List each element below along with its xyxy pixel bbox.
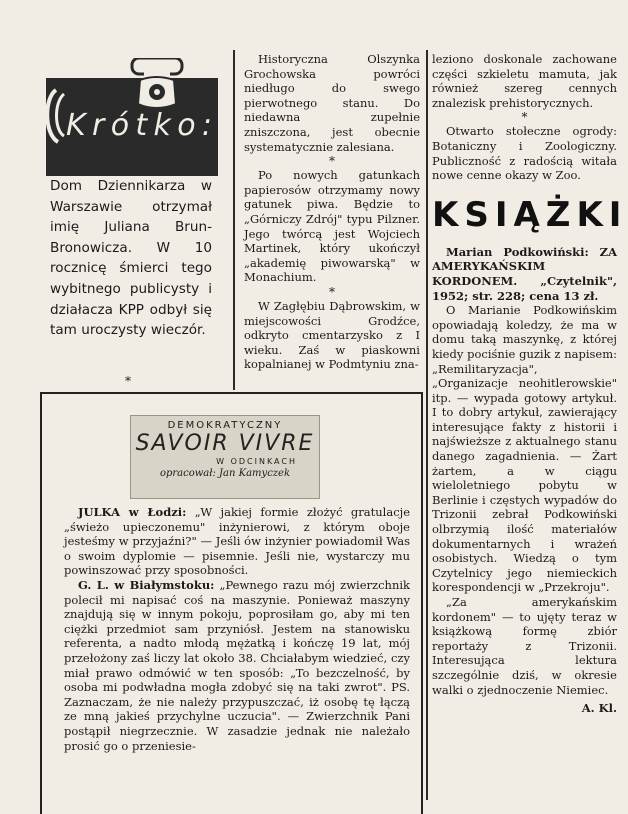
right-column xyxy=(432,52,628,716)
savoir-vivre-letters xyxy=(64,505,410,753)
krotko-lead-text: Dom Dziennikarza w Warszawie otrzymał imię Juliana Brun-Bronowicza. W 10 rocznicę śmierci tego wybitnego publicysty i działacza KPP odbył się tam uroczysty wieczór. xyxy=(50,178,212,339)
logo-main-text: SAVOIR VIVRE xyxy=(135,431,315,456)
logo-sub-text: W ODCINKACH xyxy=(216,457,297,466)
news-item-piwo: Po nowych gatunkach papierosów otrzymamy nowy gatunek piwa. Będzie to „Górniczy Zdrój" typu Pilzner. Jego twórcą jest Wojciech Martinek, który ukończył „akademię piwowarską" w Monachium. xyxy=(244,168,420,285)
news-item-cmentarzysko: W Zagłębiu Dąbrowskim, w miejscowości Grodźce, odkryto cmentarzysko z I wieku. Zaś w piaskowni kopalnianej w Podmtyniu zna- xyxy=(244,298,420,372)
column-rule-left xyxy=(233,50,235,390)
krotko-star: * xyxy=(125,374,131,388)
letter-2-name: G. L. w Białymstoku: xyxy=(78,577,215,592)
separator-star: * xyxy=(521,110,528,125)
section-title-ksiazki: KSIĄŻKI xyxy=(432,194,628,235)
letter-1 xyxy=(64,505,410,578)
news-item-olszynka: Historyczna Olszynka Grochowska powróci niedługo do swego pierwotnego stanu. Do niedawna zupełnie zniszczona, jest obecnie systematycznie zalesiana. xyxy=(244,52,420,154)
savoir-vivre-logo xyxy=(130,415,320,499)
column-rule-right xyxy=(426,50,428,800)
logo-top-text: DEMOKRATYCZNY xyxy=(167,420,283,431)
letter-2-text: „Pewnego razu mój zwierzchnik polecił mi napisać coś na maszynie. Ponieważ maszyny znajdują się w innym pokoju, poprosiłam go, aby mi ten ciężki przedmiot sam przyniósł. Jestem na stanowisku referenta, a nadto młodą mężatką i kończę 19 lat, mój przełożony zaś liczy lat około 38. Chciałabym wiedzieć, czy miał prawo odmówić w ten sposób: „To bezczelność, by osoba mi podwładna mogła zdobyć się na taki zwrot". PS. Zaznaczam, że nie należy przypuszczać, iż osobę tę łączą ze mną jakieś przychylne uczucia". — Zwierzchnik Pani postąpił niegrzecznie. W zasadzie jednak nie należało prosić go o przeniesie- xyxy=(64,577,410,753)
logo-credit-text: opracował: Jan Kamyczek xyxy=(159,468,291,479)
separator-star: * xyxy=(329,154,335,169)
review-body-2: „Za amerykańskim kordonem" — to ujęty teraz w książkową formę zbiór reportaży z Trizonii. Interesująca lektura szczególnie dziś, w okresie walki o zjednoczenie Niemiec. xyxy=(432,595,617,697)
review-body-1: O Marianie Podkowińskim opowiadają koledzy, że ma w domu taką maszynkę, z której kiedy pociśnie guzik z napisem: „Remilitaryzacja", „Organizacje neohitlerowskie" itp. — wypada gotowy artykuł. I to dobry artykuł, zawierający interesujące fakty z historii i najświeższe z aktualnego stanu danego zagadnienia. — Żart żartem, a w ciągu wieloletniego pobytu w Berlinie i częstych wypadów do Trizonii zebrał Podkowiński olbrzymią ilość materiałów dokumentarnych i wrażeń osobistych. Wiedzą o tym Czytelnicy jego niemieckich korespondencji w „Przekroju". xyxy=(432,303,617,595)
news-item-zoo: Otwarto stołeczne ogrody: Botaniczny i Zoologiczny. Publiczność z radością witała nowe cenne okazy w Zoo. xyxy=(432,124,617,183)
letter-2 xyxy=(64,578,410,753)
separator-star: * xyxy=(329,284,335,299)
review-header: Marian Podkowiński: ZA AMERYKAŃSKIM KORDONEM. „Czytelnik", 1952; str. 228; cena 13 zł. xyxy=(432,244,617,303)
telephone-icon xyxy=(132,58,182,108)
middle-column xyxy=(244,52,420,372)
letter-1-name: JULKA w Łodzi: xyxy=(78,505,187,519)
news-item-mamut: leziono doskonale zachowane części szkieletu mamuta, jak również szereg cennych znalezisk prehistorycznych. xyxy=(432,52,617,110)
krotko-heading: Krótko: xyxy=(66,108,212,143)
krotko-logo xyxy=(36,58,218,176)
letter-1-text: „W jakiej formie złożyć gratulacje „świeżo upieczonemu" inżynierowi, z którym oboje jesteśmy w przyjaźni?" — Jeśli ów inżynier powiadomił Was o swoim dyplomie — pisemnie. Jeśli nie, wystarczy mu powinszować przy sposobności. xyxy=(64,505,411,578)
review-signature: A. Kl. xyxy=(581,701,617,716)
